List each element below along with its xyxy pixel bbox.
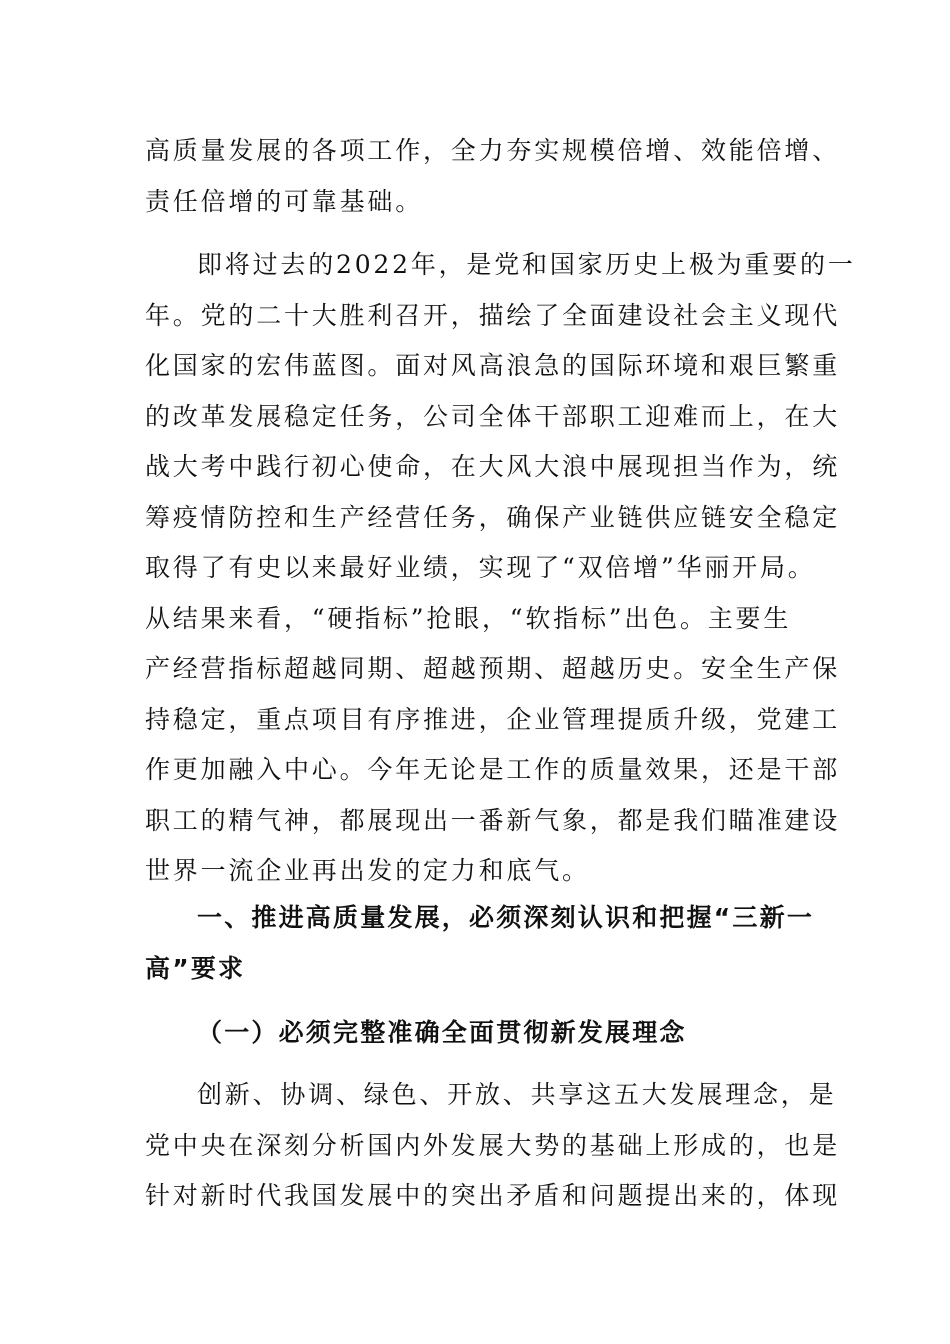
- subsection-heading: [145, 1008, 805, 1059]
- text-line: 责任倍增的可靠基础。: [145, 186, 424, 216]
- text-line: 化国家的宏伟蓝图。面对风高浪急的国际环境和艰巨繁重: [145, 351, 841, 380]
- paragraph-continuation: [145, 126, 841, 227]
- text-line: 作更加融入中心。今年无论是工作的质量效果，还是干部: [145, 755, 841, 784]
- text-line: 年。党的二十大胜利召开，描绘了全面建设社会主义现代: [145, 300, 841, 330]
- text-line: 筹疫情防控和生产经营任务，确保产业链供应链安全稳定: [145, 502, 841, 532]
- heading-line: 一、推进高质量发展，必须深刻认识和把握“三新一: [197, 903, 815, 932]
- text-line: 创新、协调、绿色、开放、共享这五大发展理念，是: [197, 1080, 837, 1109]
- text-line: 产经营指标超越同期、超越预期、超越历史。安全生产保: [145, 654, 841, 683]
- text-line: 战大考中践行初心使命，在大风大浪中展现担当作为，统: [145, 452, 841, 481]
- text-line: 职工的精气神，都展现出一番新气象，都是我们瞄准建设: [145, 805, 841, 835]
- heading-line: 高”要求: [145, 953, 246, 983]
- text-line: 党中央在深刻分析国内外发展大势的基础上形成的，也是: [145, 1130, 841, 1160]
- text-line: 世界一流企业再出发的定力和底气。: [145, 856, 590, 885]
- text-line: 从结果来看，“硬指标”抢眼，“软指标”出色。主要生: [145, 603, 792, 633]
- heading-line: （一）必须完整准确全面贯彻新发展理念: [197, 1018, 687, 1047]
- text-line: 即将过去的2022年，是党和国家历史上极为重要的一: [197, 250, 856, 279]
- text-line: 高质量发展的各项工作，全力夯实规模倍增、效能倍增、: [145, 136, 841, 165]
- text-line: 持稳定，重点项目有序推进，企业管理提质升级，党建工: [145, 704, 841, 734]
- text-line: 取得了有史以来最好业绩，实现了“双倍增”华丽开局。: [145, 553, 816, 582]
- section-heading: [145, 893, 815, 994]
- text-line: 的改革发展稳定任务，公司全体干部职工迎难而上，在大: [145, 401, 841, 431]
- text-line: 针对新时代我国发展中的突出矛盾和问题提出来的，体现: [145, 1181, 841, 1210]
- paragraph-2022-review: [145, 240, 856, 897]
- paragraph-development-concepts: [145, 1070, 841, 1222]
